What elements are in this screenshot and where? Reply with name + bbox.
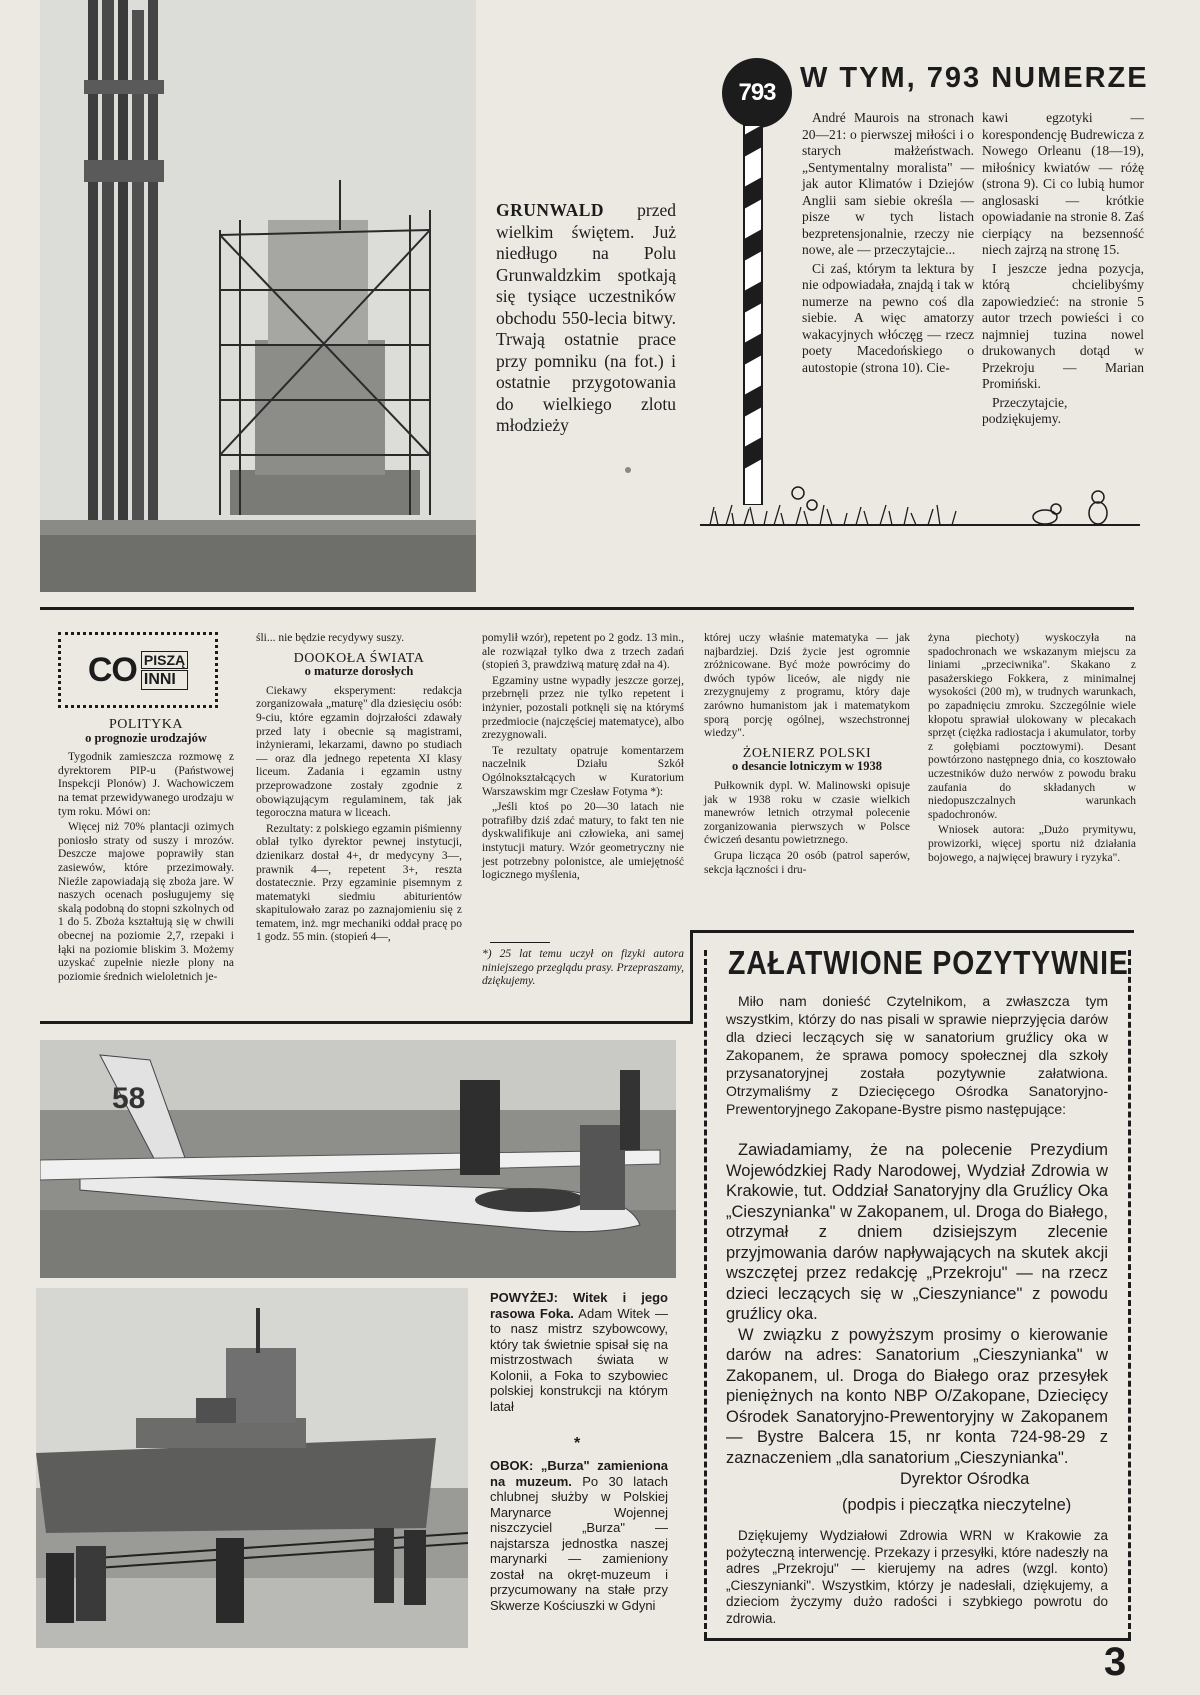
grunwald-text: przed wielkim świętem. Już niedługo na Polu Grunwaldzkim spotkają się tysiące uczestników obchodu 550-lecia bitwy. Trwają ostatnie prace przy pomniku (na fot.) i ostatnie przygotowania do wielkiego zlotu młodzieży xyxy=(496,200,676,435)
co-pisza-inni-logo xyxy=(58,632,218,708)
issue-col2-p1: kawi egzotyki — korespondencję Budrewicza z Nowego Orleanu (18—19), miłośnicy kwiatów — różę (strona 9). Ci co lubią humor anglosaski — krótkie opowiadanie na stronie 8. Zaś cierpiący na bezsenność niech zajrzą na stronę 15. xyxy=(982,110,1144,257)
glider-photo-art xyxy=(40,1040,676,1278)
polityka-column xyxy=(58,712,234,986)
polityka-p2: Więcej niż 70% plantacji ozimych poniosło straty od suszy i mrozów. Deszcze majowe poprawiły stan zasiewów, które przezimowały. Nieźle zapowiadają się zboża jare. W naszych ocenach posługujemy się skalą podobną do stopni szkolnych od 1 do 5. Zboża kształtują się w chwili obecnej na poziomie 2,7, rzepaki i łąki na poziomie bliskim 3. Możemy uzyskać zupełnie niezłe plony na poziomie średnich wieloletnich je- xyxy=(58,821,234,983)
signpost-icon xyxy=(742,125,764,505)
col5-p1: żyna piechoty) wyskoczyła na spadochronach we wskazanym miejscu za liniami „przeciwnika". Skakano z pasażerskiego Fokkera, z minimalnej wysokości (200 m), w trudnych warunkach, po zapadnięciu zmroku. Szczególnie wiele kłopotu sprawiał ulokowany w plecakach sprzęt (ciężka radiostacja i akumulator, torby z gołębiami pocztowymi). Desant powtórzono następnego dnia, co kosztowało uczestników dużo nerwów z powodu braku zaufania do składanych w niedopuszczalnych warunkach spadochronów. xyxy=(928,632,1136,821)
glider-number: 58 xyxy=(112,1082,146,1115)
ship-caption-lead: OBOK: „Burza" zamieniona na muzeum. xyxy=(490,1458,668,1489)
polityka-subheading: o prognozie urodzajów xyxy=(85,730,207,745)
glider-caption-lead: POWYŻEJ: Witek i jego rasowa Foka. xyxy=(490,1290,668,1321)
col3-p2: Egzaminy ustne wypadły jeszcze gorzej, przebrnęli przez nie tylko repetent i inżynier, pozostali potknęli się na którymś przedmiocie (najczęściej matematyce), albo zrezygnowali. xyxy=(482,674,684,742)
dookola-subheading: o maturze dorosłych xyxy=(304,664,414,679)
col4-intro: której uczy właśnie matematyka — jak najbardziej. Dziś życie jest ogromnie zróżnicowane. Być może powrócimy do dwóch typów liceów, ale nigdy nie zrezygnujemy z programu, który daje zarówno humanistom jak i matematykom sporą porcję ogólnej, wszechstronnej wiedzy". xyxy=(704,632,910,740)
zolnierz-heading: ŻOŁNIERZ POLSKI xyxy=(742,745,872,761)
ship-photo-art xyxy=(36,1288,468,1648)
zalatwione-signature: Dyrektor Ośrodka xyxy=(900,1470,1030,1488)
issue-badge-number: 793 xyxy=(738,79,776,106)
zalatwione-intro xyxy=(726,992,1108,1118)
issue-title: W TYM, 793 NUMERZE xyxy=(800,62,1149,94)
col3-p1: pomylił wzór), repetent po 2 godz. 13 min., ale rozwiązał tylko dwa z trzech zadań (stopień 3, prawdziwą maturę zdał na 4). xyxy=(482,632,684,672)
issue-col1-p1: André Maurois na stronach 20—21: o pierwszej miłości i o starych małżeństwach. „Sentymentalny moralista" — jak autor Klimatów i Dziejów Anglii sam siebie określa — pisze w tych listach bezpretensjonalnie, rzeczy nie nowe, ale — przeczytajcie... xyxy=(802,110,974,257)
grunwald-photo xyxy=(40,0,476,592)
dookola-p1: Ciekawy eksperyment: redakcja zorganizowała „maturę" dla dziesięciu osób: 9-ciu, które egzamin dojrzałości zdawały przed laty i obecnie są magistrami, inżynierami, lekarzami, dawno po studiach — oraz dla jednego repetenta XI klasy liceum. Zadania i egzamin ustny przeprowadzone zostały zgodnie z obowiązującym regulaminem, tak jak tegoroczna matura w liceach. xyxy=(256,684,462,820)
issue-column-2 xyxy=(982,110,1144,430)
copisza-bottom-rule xyxy=(40,1021,692,1024)
zolnierz-p1: Pułkownik dypl. W. Malinowski opisuje jak w 1938 roku w czasie wielkich manewrów letnich otrzymał polecenie zorganizowania pierwszych w Polsce ćwiczeń desantu powietrznego. xyxy=(704,779,910,847)
zalatwione-bottom-frame xyxy=(704,1638,1131,1641)
copisza-right-rule xyxy=(690,930,693,1024)
col5-p2: Wniosek autora: „Dużo prymitywu, prowizorki, więcej sportu niż działania bojowego, a najwięcej brawury i ryzyka". xyxy=(928,824,1136,864)
glider-caption-text: Adam Witek — to nasz mistrz szybowcowy, który tak świetnie spisał się na mistrzostwach świata w Kolonii, a Foka to szybowiec polskiej konstrukcji na którym latał xyxy=(490,1305,669,1414)
zalatwione-left-frame xyxy=(704,950,707,1638)
glider-caption xyxy=(490,1290,668,1414)
grunwald-photo-art xyxy=(40,0,476,592)
zalatwione-thanks xyxy=(726,1528,1108,1627)
dookola-intro: śli... nie będzie recydywy suszy. xyxy=(256,632,405,644)
grunwald-caption xyxy=(496,200,676,437)
zalatwione-thanks-text: Dziękujemy Wydziałowi Zdrowia WRN w Krakowie za pożyteczną interwencję. Przekazy i przesyłki, które nadeszły na adres „Przekroju" — kierujemy na adres (wzgl. konto) „Cieszynianki". Wszystkim, którzy je nadesłali, dziękujemy, a dzieciom życzymy dużo radości i szybkiego powrotu do zdrowia. xyxy=(726,1528,1108,1626)
top-section-rule xyxy=(40,607,1134,610)
col3-p3: Te rezultaty opatruje komentarzem naczelnik Działu Szkół Ogólnokształcących w Kuratorium Warszawskim mgr Czesław Fotyma *): xyxy=(482,744,684,798)
ship-photo xyxy=(36,1288,468,1648)
zolnierz-column xyxy=(704,632,910,879)
zalatwione-letter xyxy=(726,1140,1108,1468)
zalatwione-right-frame xyxy=(1128,950,1131,1638)
footnote-rule xyxy=(490,942,550,943)
issue-col2-p3: Przeczytajcie, podziękujemy. xyxy=(982,394,1068,426)
caption-separator: * xyxy=(574,1435,581,1452)
polityka-heading: POLITYKA xyxy=(109,717,183,732)
zalatwione-intro-text: Miło nam donieść Czytelnikom, a zwłaszcza tym wszystkim, którzy do nas pisali w sprawie nieprzyjęcia darów dla dzieci leczących się w sanatorium gruźlicy oka w Zakopanem, że sprawa pomocy społecznej dla szkoły przysanatoryjnej została pozytywnie załatwiona. Otrzymaliśmy z Dziecięcego Ośrodka Sanatoryjno-Prewentoryjnego Zakopane-Bystre pismo następujące: xyxy=(726,993,1108,1117)
ship-caption-text: Po 30 latach chlubnej służby w Polskiej Marynarce Wojennej niszczyciel „Burza" — najstarsza jednostka naszej marynarki — zamieniony został na okręt-muzeum i przycumowany na stałe przy Skwerze Kościuszki w Gdyni xyxy=(490,1473,668,1613)
zalatwione-title: ZAŁATWIONE POZYTYWNIE xyxy=(728,944,1129,981)
footnote: *) 25 lat temu uczył on fizyki autora niniejszego przeglądu prasy. Przepraszamy, dziękujemy. xyxy=(482,948,684,988)
logo-inni: INNI xyxy=(141,670,188,690)
polityka-p1: Tygodnik zamieszcza rozmowę z dyrektorem PIP-u (Państwowej Inspekcji Plonów) J. Wachowiczem na temat przewidywanego urodzaju w tym roku. Mówi on: xyxy=(58,751,234,818)
caption-bullet xyxy=(625,467,631,473)
issue-col2-p2: I jeszcze jedna pozycja, którą chcielibyśmy zapowiedzieć: na stronie 5 autor trzech powieści i co najmniej tuzina nowel drukowanych dotąd w Przekroju — Marian Promiński. xyxy=(982,260,1144,391)
zalatwione-letter-p1: Zawiadamiamy, że na polecenie Prezydium Wojewódzkiej Rady Narodowej, Wydział Zdrowia w Krakowie, tut. Oddział Sanatoryjny dla Gruźlicy Oka „Cieszynianka" w Zakopanem, ul. Droga do Białego, otrzymał z dniem dzisiejszym zlecenie przyjmowania darów napływających na skutek akcji wszczętej przez redakcję „Przekroju" — na rzecz dzieci leczących się w „Cieszyniance" z powodu gruźlicy oka. xyxy=(726,1141,1108,1323)
zolnierz-subheading: o desancie lotniczym w 1938 xyxy=(732,759,882,774)
issue-badge xyxy=(722,58,792,128)
page-number: 3 xyxy=(1104,1640,1127,1684)
zolnierz-p2: Grupa licząca 20 osób (patrol saperów, sekcja łączności i dru- xyxy=(704,849,910,876)
grass-birds-illustration xyxy=(700,475,1150,535)
zalatwione-letter-p2: W związku z powyższym prosimy o kierowanie darów na adres: Sanatorium „Cieszynianka" w Zakopanem, ul. Droga do Białego oraz przesyłek pieniężnych na konto NBP O/Zakopane, Dziecięcy Ośrodek Sanatoryjno-Prewentoryjny w Zakopanem — Bystre Balcera 15, nr konta 724-98-29 z zaznaczeniem „dla sanatorium „Cieszynianka". xyxy=(726,1325,1108,1467)
dookola-p2: Rezultaty: z polskiego egzamin piśmienny oblał tylko dyrektor pewnej instytucji, dzienikarz dostał 4+, dr medycyny 3—, prawnik 4—, repetent 3+, reszta dostatecznie. Przy egzaminie pisemnym z matematyki siedmiu abiturientów skapitulowało zaraz po zaznajomieniu się z tematem, inż. mgr mechaniki oddał pracę po 1 godz. 55 min. (stopień 4—, xyxy=(256,822,462,944)
zalatwione-signature-note: (podpis i pieczątka nieczytelne) xyxy=(842,1496,1072,1514)
desant-column xyxy=(928,632,1136,867)
zalatwione-top-rule xyxy=(690,930,1134,933)
dookola-heading: DOOKOŁA ŚWIATA xyxy=(293,650,425,666)
matura-column-cont xyxy=(482,632,684,885)
issue-col1-p2: Ci zaś, którym ta lektura by nie odpowiadała, znajdą i tak w numerze na pewno coś dla siebie. A więc amatorzy wakacyjnych włóczęg — rzecz poety Macedońskiego o autostopie (strona 10). Cie- xyxy=(802,260,974,375)
col3-p4: „Jeśli ktoś po 20—30 latach nie potrafiłby dziś zdać matury, to fakt ten nie dyskwalifikuje ani człowieka, ani samej instytucji matury. Wzór geometryczny nie jest potrzebny polonistce, ale umiejętność logicznego myślenia, xyxy=(482,801,684,882)
glider-photo xyxy=(40,1040,676,1278)
logo-co: CO xyxy=(87,650,137,689)
logo-pisza: PISZĄ xyxy=(141,651,188,669)
ship-caption xyxy=(490,1458,668,1613)
issue-column-1 xyxy=(802,110,974,378)
dookola-column xyxy=(256,632,462,947)
grunwald-lead: GRUNWALD xyxy=(496,200,605,220)
